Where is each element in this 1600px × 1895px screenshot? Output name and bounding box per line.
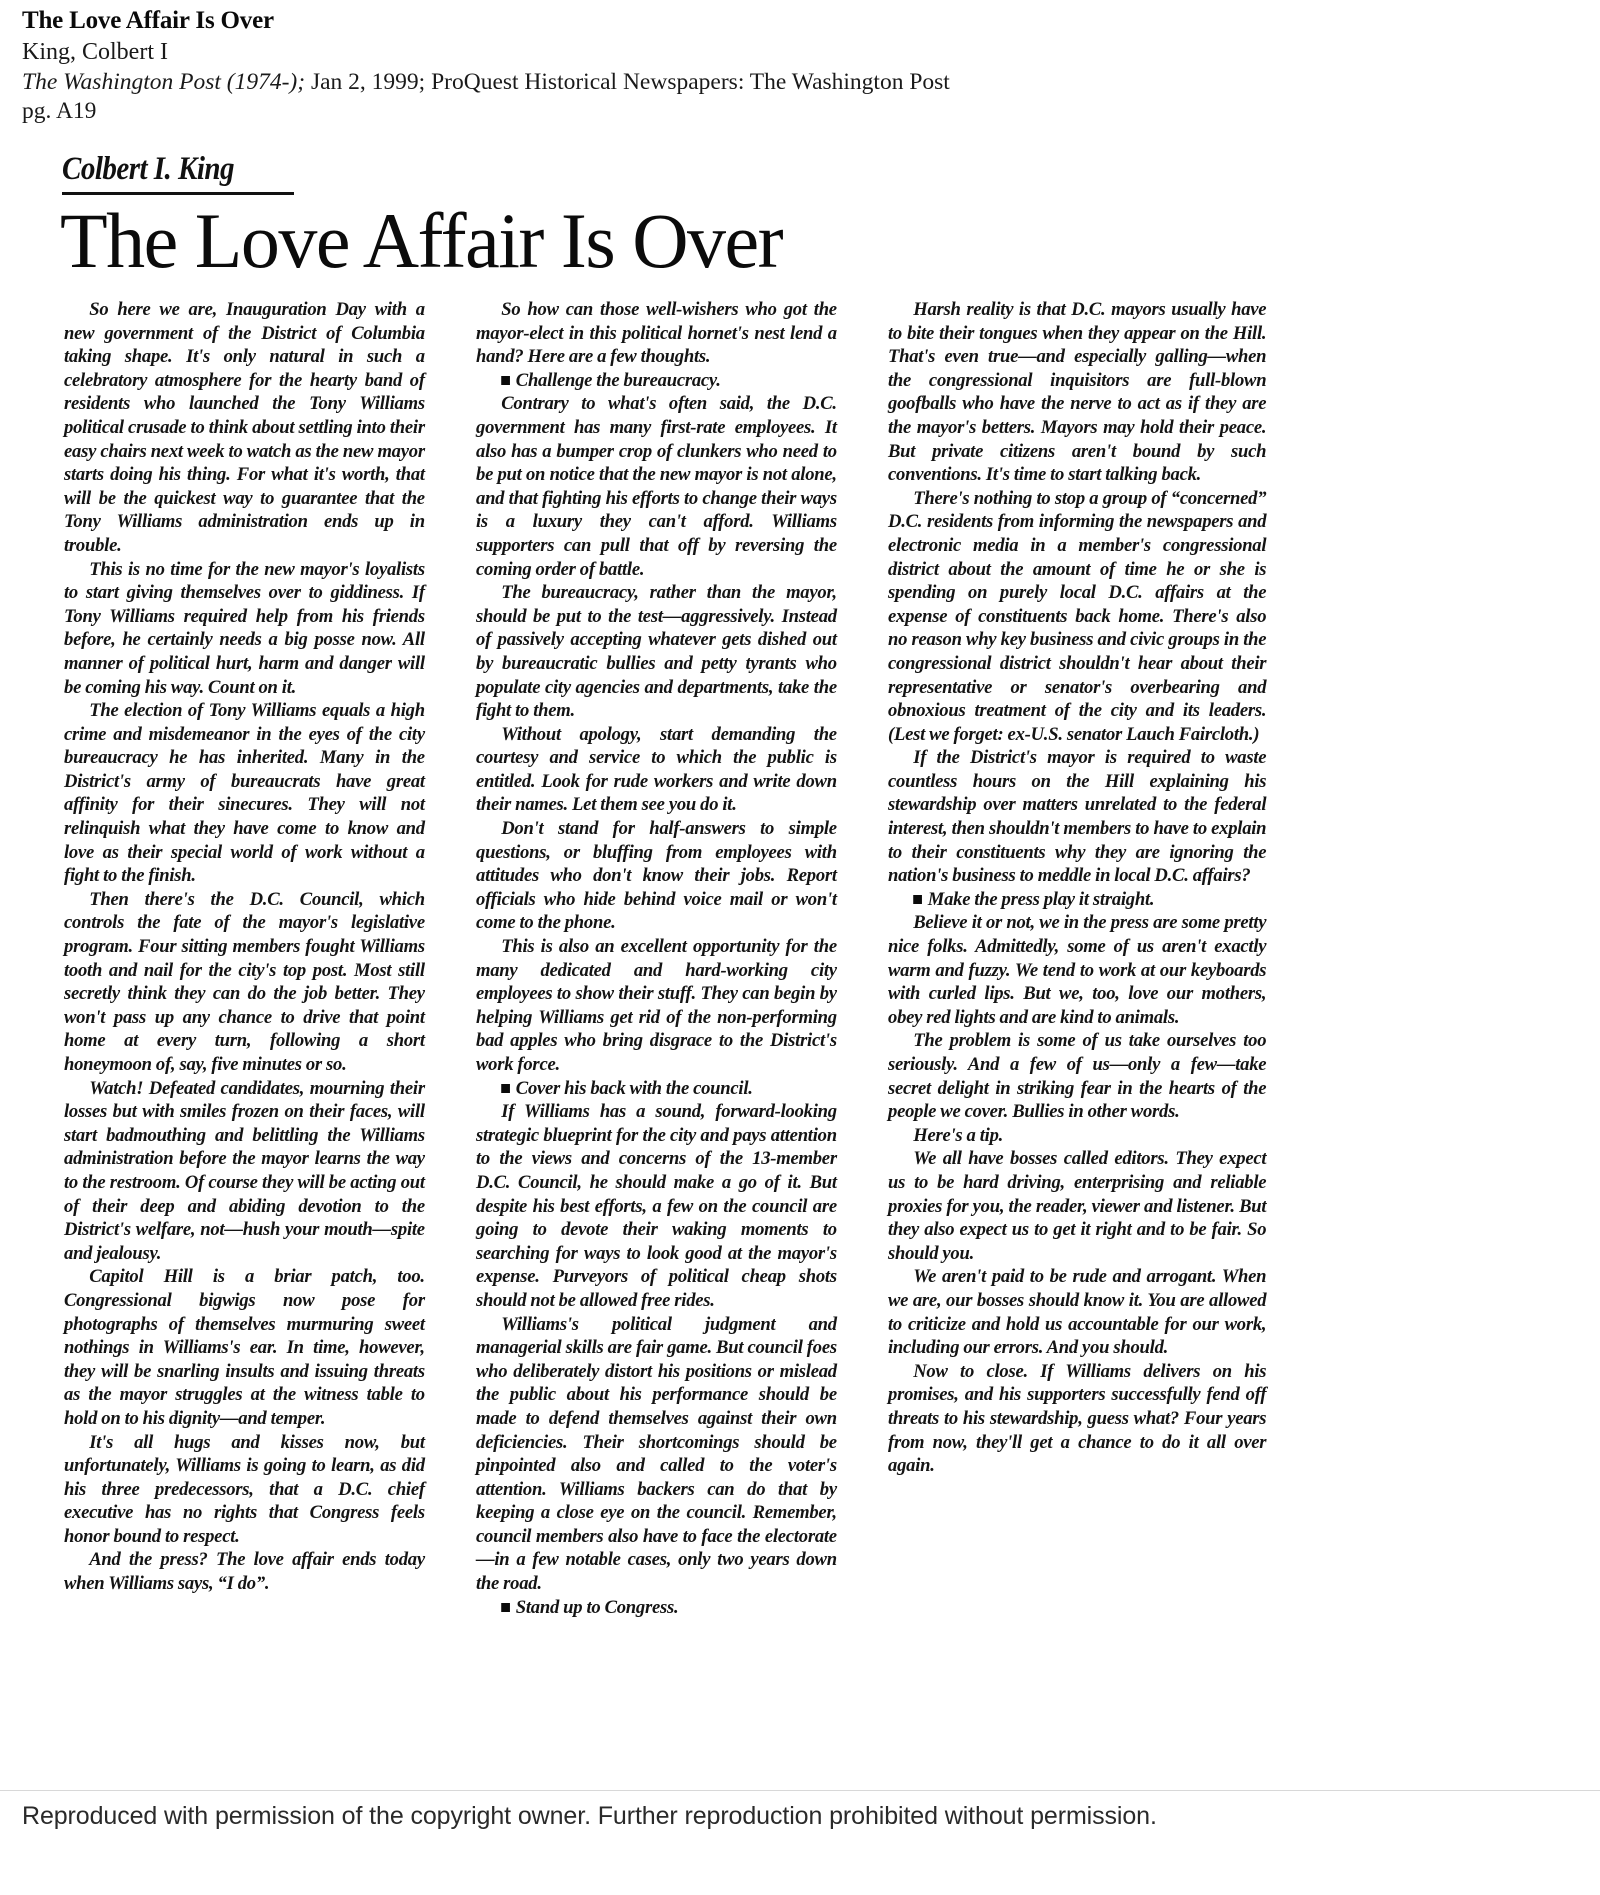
article-paragraph: There's nothing to stop a group of “concerned” D.C. residents from informing the newspapers and electronic media in a member's congressional district about the amount of time he or she is spending on purely local D.C. affairs at the expense of constituents back home. There's also no reason why key business and civic groups in the congressional district shouldn't hear about their representative or senator's overbearing and obnoxious treatment of the city and its leaders. (Lest we forget: ex-U.S. senator Lauch Faircloth.) <box>888 487 1267 745</box>
byline-block <box>62 150 332 195</box>
article-paragraph: The election of Tony Williams equals a high crime and misdemeanor in the eyes of the city bureaucracy he has inherited. Many in the District's army of bureaucrats have great affinity for their sinecures. They will not relinquish what they have come to know and love as their special world of work without a fight to the finish. <box>64 700 425 887</box>
article-paragraph: It's all hugs and kisses now, but unfortunately, Williams is going to learn, as did his three predecessors, that a D.C. chief executive has no rights that Congress feels honor bound to respect. <box>64 1431 425 1547</box>
copyright-notice: Reproduced with permission of the copyright owner. Further reproduction prohibited without permission. <box>22 1802 1157 1830</box>
article-paragraph: Don't stand for half-answers to simple questions, or bluffing from employees with attitudes who don't know their jobs. Report officials who hide behind voice mail or won't come to the phone. <box>476 818 837 934</box>
article-headline: The Love Affair Is Over <box>60 197 783 284</box>
article-paragraph: If the District's mayor is required to waste countless hours on the Hill explaining his stewardship over matters unrelated to the federal interest, then shouldn't members to have to explain to their constituents why they are ignoring the nation's business to meddle in local D.C. affairs? <box>888 747 1267 887</box>
subhead-label: Challenge the bureaucracy. <box>515 369 721 391</box>
article-paragraph: And the press? The love affair ends today when Williams says, “I do”. <box>64 1549 425 1595</box>
article-paragraph: Capitol Hill is a briar patch, too. Congressional bigwigs now pose for photographs of themselves murmuring sweet nothings in Williams's ear. In time, however, they will be snarling insults and issuing threats as the mayor struggles at the witness table to hold on to his dignity—and temper. <box>64 1266 425 1429</box>
article-paragraph: We all have bosses called editors. They expect us to be hard driving, enterprising and reliable proxies for you, the reader, viewer and listener. But they also expect us to get it right and to be fair. So should you. <box>888 1148 1267 1264</box>
article-paragraph: So here we are, Inauguration Day with a new government of the District of Columbia taking shape. It's only natural in such a celebratory atmosphere for the hearty band of residents who launched the Tony Williams political crusade to think about settling into their easy chairs next week to watch as the new mayor starts doing his thing. For what it's worth, that will be the quickest way to guarantee that the Tony Williams administration ends up in trouble. <box>64 299 425 556</box>
proquest-page-number: pg. A19 <box>22 98 97 124</box>
proquest-source-details: Jan 2, 1999; ProQuest Historical Newspapers: The Washington Post <box>310 69 950 95</box>
article-paragraph: The problem is some of us take ourselves too seriously. And a few of us—only a few—take secret delight in striking fear in the hearts of the people we cover. Bullies in other words. <box>888 1030 1267 1123</box>
subhead-label: Stand up to Congress. <box>515 1596 679 1618</box>
byline-author-name: Colbert I. King <box>62 151 235 187</box>
article-paragraph: Now to close. If Williams delivers on his promises, and his supporters successfully fend off threats to his stewardship, guess what? Four years from now, they'll get a chance to do it all over again. <box>888 1360 1267 1477</box>
byline-rule <box>62 192 294 195</box>
footer-divider <box>0 1790 1600 1791</box>
proquest-metadata-header <box>22 6 1352 126</box>
proquest-author: King, Colbert I <box>22 39 168 65</box>
article-paragraph: This is also an excellent opportunity for the many dedicated and hard-working city employees to show their stuff. They can begin by helping Williams get rid of the non-performing bad apples who bring disgrace to the District's work force. <box>476 936 837 1075</box>
article-paragraph: So how can those well-wishers who got the mayor-elect in this political hornet's nest lend a hand? Here are a few thoughts. <box>476 299 837 368</box>
article-paragraph: Williams's political judgment and managerial skills are fair game. But council foes who deliberately distort his positions or mislead the public about his performance should be made to defend themselves against their own deficiencies. Their shortcomings should be pinpointed also and called to the voter's attention. Williams backers can do that by keeping a close eye on the council. Remember, council members also have to face the electorate—in a few notable cases, only two years down the road. <box>476 1313 837 1595</box>
article-paragraph: This is no time for the new mayor's loyalists to start giving themselves over to giddiness. If Tony Williams required help from his friends before, he certainly needs a big posse now. All manner of political hurt, harm and danger will be coming his way. Count on it. <box>64 558 425 698</box>
proquest-source-line <box>22 68 1352 97</box>
subhead-label: Make the press play it straight. <box>927 888 1155 910</box>
square-bullet-icon <box>501 376 510 385</box>
article-column-2 <box>476 298 876 1619</box>
article-paragraph: Then there's the D.C. Council, which controls the fate of the mayor's legislative program. Four sitting members fought Williams tooth and nail for the city's top post. Most still secretly think they can do the job better. They won't pass up any chance to drive that point home at every turn, following a short honeymoon of, say, five minutes or so. <box>64 888 425 1075</box>
subhead-label: Cover his back with the council. <box>515 1077 753 1099</box>
square-bullet-icon <box>913 895 922 904</box>
proquest-publication-name: The Washington Post (1974-); <box>22 69 306 95</box>
article-paragraph: Believe it or not, we in the press are some pretty nice folks. Admittedly, some of us aren't exactly warm and fuzzy. We tend to work at our keyboards with curled lips. But we, too, love our mothers, obey red lights and are kind to animals. <box>888 912 1267 1028</box>
section-subhead <box>476 1596 837 1620</box>
article-columns <box>0 298 1600 1619</box>
article-paragraph: Harsh reality is that D.C. mayors usually have to bite their tongues when they appear on the Hill. That's even true—and especially galling—when the congressional inquisitors are full-blown goofballs who have the nerve to act as if they are the mayor's betters. Mayors may hold their peace. But private citizens aren't bound by such conventions. It's time to start talking back. <box>888 299 1267 486</box>
article-paragraph: We aren't paid to be rude and arrogant. When we are, our bosses should know it. You are allowed to criticize and hold us accountable for our work, including our errors. And you should. <box>888 1266 1267 1359</box>
article-paragraph: Here's a tip. <box>913 1124 1004 1146</box>
section-subhead <box>476 369 837 393</box>
article-column-1 <box>64 298 464 1619</box>
article-paragraph: Without apology, start demanding the courtesy and service to which the public is entitled. Look for rude workers and write down their names. Let them see you do it. <box>476 723 837 816</box>
square-bullet-icon <box>501 1084 510 1093</box>
square-bullet-icon <box>501 1603 510 1612</box>
proquest-article-title: The Love Affair Is Over <box>22 7 274 34</box>
article-paragraph: If Williams has a sound, forward-looking strategic blueprint for the city and pays attention to the views and concerns of the 13-member D.C. Council, he should make a go of it. But despite his best efforts, a few on the council are going to devote their waking moments to searching for ways to look good at the mayor's expense. Purveyors of political cheap shots should not be allowed free rides. <box>476 1101 837 1311</box>
article-paragraph: Watch! Defeated candidates, mourning their losses but with smiles frozen on their faces, will start badmouthing and belittling the Williams administration before the mayor learns the way to the restroom. Of course they will be acting out of their deep and abiding devotion to the District's welfare, not—hush your mouth—spite and jealousy. <box>64 1077 425 1264</box>
article-paragraph: The bureaucracy, rather than the mayor, should be put to the test—aggressively. Instead of passively accepting whatever gets dished out by bureaucratic bullies and petty tyrants who populate city agencies and departments, take the fight to them. <box>476 582 837 722</box>
article-column-3 <box>888 298 1288 1619</box>
section-subhead <box>476 1077 837 1101</box>
section-subhead <box>888 888 1266 912</box>
article-paragraph: Contrary to what's often said, the D.C. government has many first-rate employees. It also has a bumper crop of clunkers who need to be put on notice that the new mayor is not alone, and that fighting his efforts to change their ways is a luxury they can't afford. Williams supporters can pull that off by reversing the coming order of battle. <box>476 393 837 580</box>
